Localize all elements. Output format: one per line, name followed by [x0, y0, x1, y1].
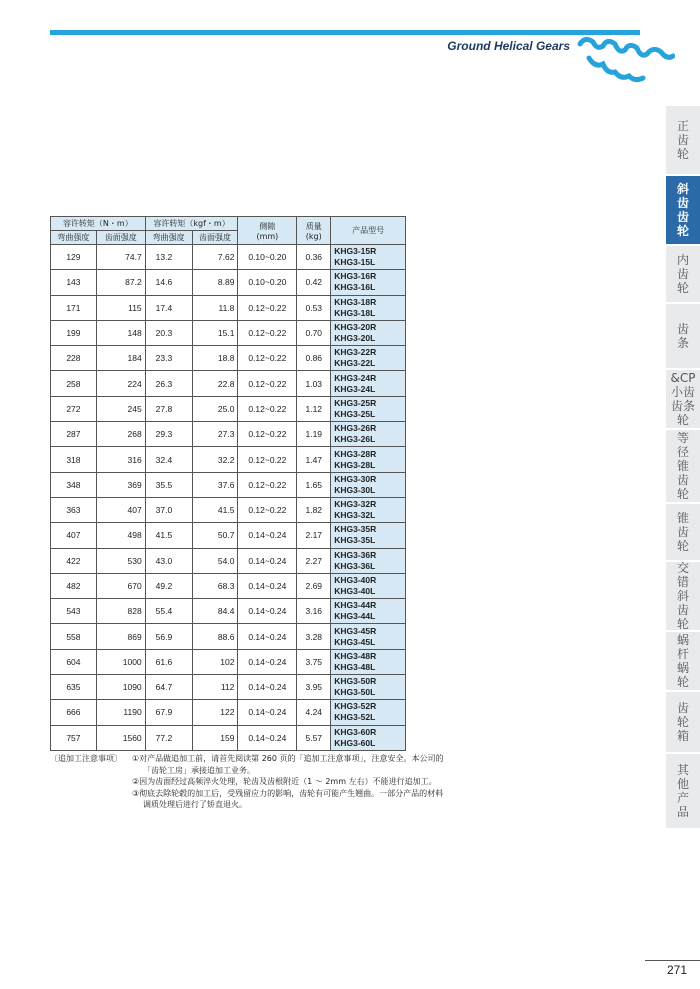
model-code: KHG3-16L	[334, 282, 376, 293]
model-code: KHG3-16R	[334, 271, 377, 282]
sidebar-tab-label: 齿	[676, 701, 689, 715]
cell-backlash: 0.14~0.24	[238, 675, 297, 700]
sidebar-tab-label: 产	[676, 791, 689, 805]
table-row	[51, 649, 406, 674]
cell-surface-nm: 115	[96, 295, 145, 320]
model-code: KHG3-60L	[334, 737, 376, 748]
cell-bending-nm: 635	[51, 675, 97, 700]
header-torque-kgfm: 容许转矩（kgf・m）	[145, 217, 238, 231]
table-row	[51, 700, 406, 725]
cell-bending-kgf: 32.4	[145, 447, 192, 472]
cell-surface-nm: 268	[96, 422, 145, 447]
cell-bending-nm: 143	[51, 270, 97, 295]
cell-bending-nm: 258	[51, 371, 97, 396]
cell-mass: 3.28	[297, 624, 331, 649]
cell-bending-kgf: 67.9	[145, 700, 192, 725]
sidebar-tab-label: 斜	[676, 589, 689, 603]
cell-surface-nm: 224	[96, 371, 145, 396]
cell-surface-kgf: 8.89	[192, 270, 238, 295]
model-code: KHG3-35R	[334, 524, 377, 535]
cell-model	[331, 270, 406, 295]
cell-surface-nm: 184	[96, 346, 145, 371]
sidebar-tab-label: 轮	[676, 617, 689, 631]
sidebar-tab-label: 齿	[676, 322, 689, 336]
cell-surface-kgf: 7.62	[192, 245, 238, 270]
cell-surface-nm: 407	[96, 497, 145, 522]
sidebar-tab-label: 小齿	[670, 385, 695, 399]
model-code: KHG3-44R	[334, 600, 377, 611]
cell-bending-kgf: 26.3	[145, 371, 192, 396]
sidebar-tab-label: 内	[676, 253, 689, 267]
cell-backlash: 0.14~0.24	[238, 624, 297, 649]
sidebar-tab[interactable]	[666, 562, 700, 630]
model-code: KHG3-52L	[334, 712, 376, 723]
model-code: KHG3-26L	[334, 434, 376, 445]
sidebar-tab-label: 轮	[676, 715, 689, 729]
cell-backlash: 0.14~0.24	[238, 548, 297, 573]
cell-surface-nm: 670	[96, 573, 145, 598]
cell-mass: 4.24	[297, 700, 331, 725]
sidebar-tab-label: 蜗	[676, 661, 689, 675]
cell-mass: 1.82	[297, 497, 331, 522]
cell-surface-kgf: 122	[192, 700, 238, 725]
header-model: 产品型号	[331, 217, 406, 245]
table-row	[51, 447, 406, 472]
model-code: KHG3-50L	[334, 687, 376, 698]
model-code: KHG3-60R	[334, 726, 377, 737]
table-row	[51, 472, 406, 497]
table-row	[51, 396, 406, 421]
header-mass-label: 质量	[305, 221, 322, 231]
cell-mass: 0.42	[297, 270, 331, 295]
table-row	[51, 320, 406, 345]
spec-table	[50, 216, 406, 751]
sidebar-tab-label: 径	[676, 445, 689, 459]
cell-bending-kgf: 61.6	[145, 649, 192, 674]
cell-surface-nm: 87.2	[96, 270, 145, 295]
model-code: KHG3-52R	[334, 701, 377, 712]
table-row	[51, 523, 406, 548]
cell-backlash: 0.12~0.22	[238, 346, 297, 371]
sidebar-tab[interactable]	[666, 692, 700, 752]
sidebar-tab-label: 锥	[676, 511, 689, 525]
cell-surface-nm: 1560	[96, 725, 145, 750]
cell-backlash: 0.12~0.22	[238, 396, 297, 421]
cell-bending-nm: 228	[51, 346, 97, 371]
model-code: KHG3-30L	[334, 484, 376, 495]
table-row	[51, 548, 406, 573]
cell-bending-nm: 287	[51, 422, 97, 447]
header-torque-nm: 容许转矩（N・m）	[51, 217, 146, 231]
sidebar-tab-label: 齿	[676, 525, 689, 539]
sidebar-tab-label: 交	[676, 561, 689, 575]
model-code: KHG3-40L	[334, 586, 376, 596]
cell-bending-nm: 407	[51, 523, 97, 548]
cell-mass: 1.12	[297, 396, 331, 421]
cell-surface-nm: 498	[96, 523, 145, 548]
cell-surface-nm: 316	[96, 447, 145, 472]
model-code: KHG3-32L	[334, 510, 376, 521]
sidebar-tab-label: 蜗	[676, 633, 689, 647]
cell-surface-kgf: 27.3	[192, 422, 238, 447]
sidebar-tab[interactable]	[666, 504, 700, 560]
sidebar-tab[interactable]	[666, 632, 700, 690]
cell-mass: 0.86	[297, 346, 331, 371]
sidebar-tab-label: 箱	[676, 729, 689, 743]
model-code: KHG3-36R	[334, 549, 377, 560]
table-row	[51, 725, 406, 750]
model-code: KHG3-24L	[334, 383, 376, 394]
header-bending-nm: 弯曲强度	[51, 231, 97, 245]
cell-bending-nm: 482	[51, 573, 97, 598]
cell-surface-kgf: 112	[192, 675, 238, 700]
cell-surface-kgf: 41.5	[192, 497, 238, 522]
cell-mass: 1.19	[297, 422, 331, 447]
model-code: KHG3-40R	[334, 575, 377, 585]
note-item: ③彻底去除轮毂的加工后，受残留应力的影响，齿轮有可能产生翘曲。一部分产品的材料调质处理后进行了矫直退火。	[132, 788, 444, 809]
cell-surface-kgf: 11.8	[192, 295, 238, 320]
model-code: KHG3-28L	[334, 459, 376, 470]
cell-mass: 0.70	[297, 320, 331, 345]
cell-model	[331, 497, 406, 522]
cell-bending-kgf: 43.0	[145, 548, 192, 573]
model-code: KHG3-24R	[334, 372, 377, 383]
cell-bending-nm: 757	[51, 725, 97, 750]
model-code: KHG3-26R	[334, 423, 377, 434]
sidebar-tab-label: 正	[676, 119, 689, 133]
cell-model	[331, 700, 406, 725]
sidebar-tab-label: 齿	[676, 267, 689, 281]
cell-bending-kgf: 41.5	[145, 523, 192, 548]
sidebar-tab[interactable]	[666, 754, 700, 828]
header-bending-kgf: 弯曲强度	[145, 231, 192, 245]
cell-mass: 3.95	[297, 675, 331, 700]
header-mass-unit: (kg)	[305, 231, 322, 241]
cell-surface-nm: 869	[96, 624, 145, 649]
model-code: KHG3-18L	[334, 307, 376, 318]
page-number: 271	[666, 963, 687, 977]
cell-surface-kgf: 88.6	[192, 624, 238, 649]
category-sidebar	[666, 106, 700, 830]
cell-mass: 3.75	[297, 649, 331, 674]
cell-mass: 2.17	[297, 523, 331, 548]
model-code: KHG3-44L	[334, 611, 376, 622]
sidebar-tab-label: 轮	[676, 487, 689, 501]
cell-bending-kgf: 23.3	[145, 346, 192, 371]
table-row	[51, 624, 406, 649]
cell-surface-kgf: 84.4	[192, 599, 238, 624]
cell-model	[331, 295, 406, 320]
cell-model	[331, 396, 406, 421]
cell-backlash: 0.12~0.22	[238, 497, 297, 522]
model-code: KHG3-25L	[334, 408, 376, 419]
sidebar-tab[interactable]	[666, 430, 700, 502]
cell-bending-nm: 129	[51, 245, 97, 270]
cell-bending-kgf: 55.4	[145, 599, 192, 624]
model-code: KHG3-20R	[334, 322, 377, 333]
cell-surface-kgf: 15.1	[192, 320, 238, 345]
model-code: KHG3-15L	[334, 257, 376, 268]
cell-backlash: 0.12~0.22	[238, 472, 297, 497]
notes-label: 〔追加工注意事项〕	[50, 754, 122, 763]
gear-logo-icon	[575, 22, 675, 84]
cell-bending-kgf: 17.4	[145, 295, 192, 320]
sidebar-tab-label: 错	[676, 575, 689, 589]
model-code: KHG3-48L	[334, 661, 376, 672]
cell-backlash: 0.10~0.20	[238, 245, 297, 270]
sidebar-tab-label: 轮	[676, 675, 689, 689]
sidebar-tab-label: 斜	[676, 182, 689, 196]
cell-mass: 1.47	[297, 447, 331, 472]
cell-surface-kgf: 68.3	[192, 573, 238, 598]
model-code: KHG3-28R	[334, 448, 377, 459]
cell-bending-kgf: 56.9	[145, 624, 192, 649]
cell-backlash: 0.14~0.24	[238, 649, 297, 674]
cell-surface-kgf: 25.0	[192, 396, 238, 421]
cell-bending-nm: 318	[51, 447, 97, 472]
sidebar-tab-label: &CP	[670, 371, 696, 385]
cell-backlash: 0.12~0.22	[238, 422, 297, 447]
cell-model	[331, 245, 406, 270]
cell-backlash: 0.14~0.24	[238, 700, 297, 725]
cell-surface-nm: 1090	[96, 675, 145, 700]
model-code: KHG3-22L	[334, 358, 376, 369]
cell-model	[331, 675, 406, 700]
cell-surface-kgf: 18.8	[192, 346, 238, 371]
cell-model	[331, 725, 406, 750]
cell-backlash: 0.12~0.22	[238, 447, 297, 472]
cell-model	[331, 624, 406, 649]
cell-mass: 5.57	[297, 725, 331, 750]
cell-bending-kgf: 37.0	[145, 497, 192, 522]
sidebar-tab[interactable]	[666, 176, 700, 244]
cell-model	[331, 447, 406, 472]
model-code: KHG3-18R	[334, 296, 377, 307]
sidebar-tab-label: 条	[676, 336, 689, 350]
cell-surface-nm: 1000	[96, 649, 145, 674]
cell-model	[331, 649, 406, 674]
header-surface-kgf: 齿面强度	[192, 231, 238, 245]
cell-mass: 3.16	[297, 599, 331, 624]
model-code: KHG3-45L	[334, 636, 376, 647]
cell-model	[331, 548, 406, 573]
cell-backlash: 0.12~0.22	[238, 371, 297, 396]
note-item: ①对产品做追加工前，请首先阅读第 260 页的「追加工注意事项」，注意安全。本公司的「齿轮工房」承接追加工业务。	[132, 754, 444, 775]
sidebar-tab-label: 齿条	[670, 399, 695, 413]
sidebar-tab-label: 齿	[676, 210, 689, 224]
sidebar-tab-label: 齿	[676, 196, 689, 210]
cell-backlash: 0.14~0.24	[238, 725, 297, 750]
sidebar-tab-label: 轮	[676, 413, 689, 427]
cell-surface-kgf: 37.6	[192, 472, 238, 497]
cell-bending-kgf: 29.3	[145, 422, 192, 447]
cell-backlash: 0.14~0.24	[238, 523, 297, 548]
footer-rule	[645, 960, 700, 961]
cell-bending-kgf: 14.6	[145, 270, 192, 295]
cell-mass: 1.03	[297, 371, 331, 396]
cell-bending-kgf: 35.5	[145, 472, 192, 497]
cell-surface-nm: 245	[96, 396, 145, 421]
sidebar-tab-label: 轮	[676, 281, 689, 295]
cell-bending-nm: 666	[51, 700, 97, 725]
model-code: KHG3-36L	[334, 560, 376, 571]
model-code: KHG3-48R	[334, 650, 377, 661]
cell-surface-nm: 828	[96, 599, 145, 624]
cell-bending-nm: 558	[51, 624, 97, 649]
section-title: Ground Helical Gears	[447, 39, 570, 53]
table-row	[51, 295, 406, 320]
sidebar-tab[interactable]	[666, 246, 700, 302]
model-code: KHG3-22R	[334, 347, 377, 358]
cell-bending-kgf: 64.7	[145, 675, 192, 700]
cell-model	[331, 320, 406, 345]
cell-model	[331, 472, 406, 497]
sidebar-tab-label: 等	[676, 431, 689, 445]
cell-surface-kgf: 159	[192, 725, 238, 750]
sidebar-tab-label: 品	[676, 805, 689, 819]
cell-surface-kgf: 54.0	[192, 548, 238, 573]
model-code: KHG3-32R	[334, 499, 377, 510]
sidebar-tab-label: 他	[676, 777, 689, 791]
cell-mass: 2.69	[297, 573, 331, 598]
cell-bending-nm: 171	[51, 295, 97, 320]
header-backlash	[238, 217, 297, 245]
table-row	[51, 599, 406, 624]
cell-model	[331, 573, 406, 598]
sidebar-tab-label: 轮	[676, 147, 689, 161]
machining-notes	[50, 753, 445, 811]
table-row	[51, 422, 406, 447]
table-row	[51, 245, 406, 270]
cell-bending-kgf: 77.2	[145, 725, 192, 750]
sidebar-tab-label: 轮	[676, 539, 689, 553]
cell-model	[331, 599, 406, 624]
cell-bending-nm: 422	[51, 548, 97, 573]
cell-surface-kgf: 22.8	[192, 371, 238, 396]
cell-backlash: 0.14~0.24	[238, 573, 297, 598]
cell-mass: 2.27	[297, 548, 331, 573]
model-code: KHG3-15R	[334, 246, 377, 257]
sidebar-tab[interactable]	[666, 370, 700, 428]
cell-bending-nm: 604	[51, 649, 97, 674]
model-code: KHG3-50R	[334, 676, 377, 687]
cell-mass: 0.53	[297, 295, 331, 320]
cell-surface-nm: 1190	[96, 700, 145, 725]
table-row	[51, 675, 406, 700]
cell-backlash: 0.12~0.22	[238, 320, 297, 345]
cell-model	[331, 346, 406, 371]
cell-model	[331, 523, 406, 548]
cell-surface-nm: 74.7	[96, 245, 145, 270]
sidebar-tab-label: 齿	[676, 473, 689, 487]
sidebar-tab-label: 齿	[676, 133, 689, 147]
cell-mass: 1.65	[297, 472, 331, 497]
cell-surface-kgf: 50.7	[192, 523, 238, 548]
cell-surface-nm: 530	[96, 548, 145, 573]
model-code: KHG3-30R	[334, 473, 377, 484]
cell-backlash: 0.10~0.20	[238, 270, 297, 295]
model-code: KHG3-25R	[334, 397, 377, 408]
model-code: KHG3-45R	[334, 625, 377, 636]
cell-surface-kgf: 32.2	[192, 447, 238, 472]
cell-model	[331, 422, 406, 447]
cell-bending-nm: 199	[51, 320, 97, 345]
sidebar-tab-label: 轮	[676, 224, 689, 238]
header-surface-nm: 齿面强度	[96, 231, 145, 245]
sidebar-tab-label: 锥	[676, 459, 689, 473]
table-row	[51, 270, 406, 295]
cell-backlash: 0.14~0.24	[238, 599, 297, 624]
sidebar-tab-label: 杆	[676, 647, 689, 661]
sidebar-tab-label: 齿	[676, 603, 689, 617]
note-item: ②因为齿面经过高频淬火处理，轮齿及齿根附近（1 ～ 2mm 左右）不能进行追加工。	[132, 777, 437, 786]
cell-bending-kgf: 20.3	[145, 320, 192, 345]
cell-surface-nm: 369	[96, 472, 145, 497]
sidebar-tab[interactable]	[666, 304, 700, 368]
sidebar-tab-label: 其	[676, 763, 689, 777]
table-row	[51, 497, 406, 522]
header-backlash-unit: (mm)	[256, 231, 279, 241]
cell-surface-kgf: 102	[192, 649, 238, 674]
table-row	[51, 573, 406, 598]
cell-bending-kgf: 27.8	[145, 396, 192, 421]
header-backlash-label: 侧隙	[259, 221, 276, 231]
sidebar-tab[interactable]	[666, 106, 700, 174]
table-row	[51, 371, 406, 396]
cell-bending-nm: 272	[51, 396, 97, 421]
model-code: KHG3-35L	[334, 535, 376, 546]
model-code: KHG3-20L	[334, 333, 376, 344]
cell-bending-nm: 348	[51, 472, 97, 497]
cell-bending-nm: 543	[51, 599, 97, 624]
cell-bending-kgf: 13.2	[145, 245, 192, 270]
cell-model	[331, 371, 406, 396]
cell-bending-kgf: 49.2	[145, 573, 192, 598]
header-rule	[50, 30, 640, 35]
cell-surface-nm: 148	[96, 320, 145, 345]
cell-bending-nm: 363	[51, 497, 97, 522]
header-mass	[297, 217, 331, 245]
cell-backlash: 0.12~0.22	[238, 295, 297, 320]
cell-mass: 0.36	[297, 245, 331, 270]
table-row	[51, 346, 406, 371]
